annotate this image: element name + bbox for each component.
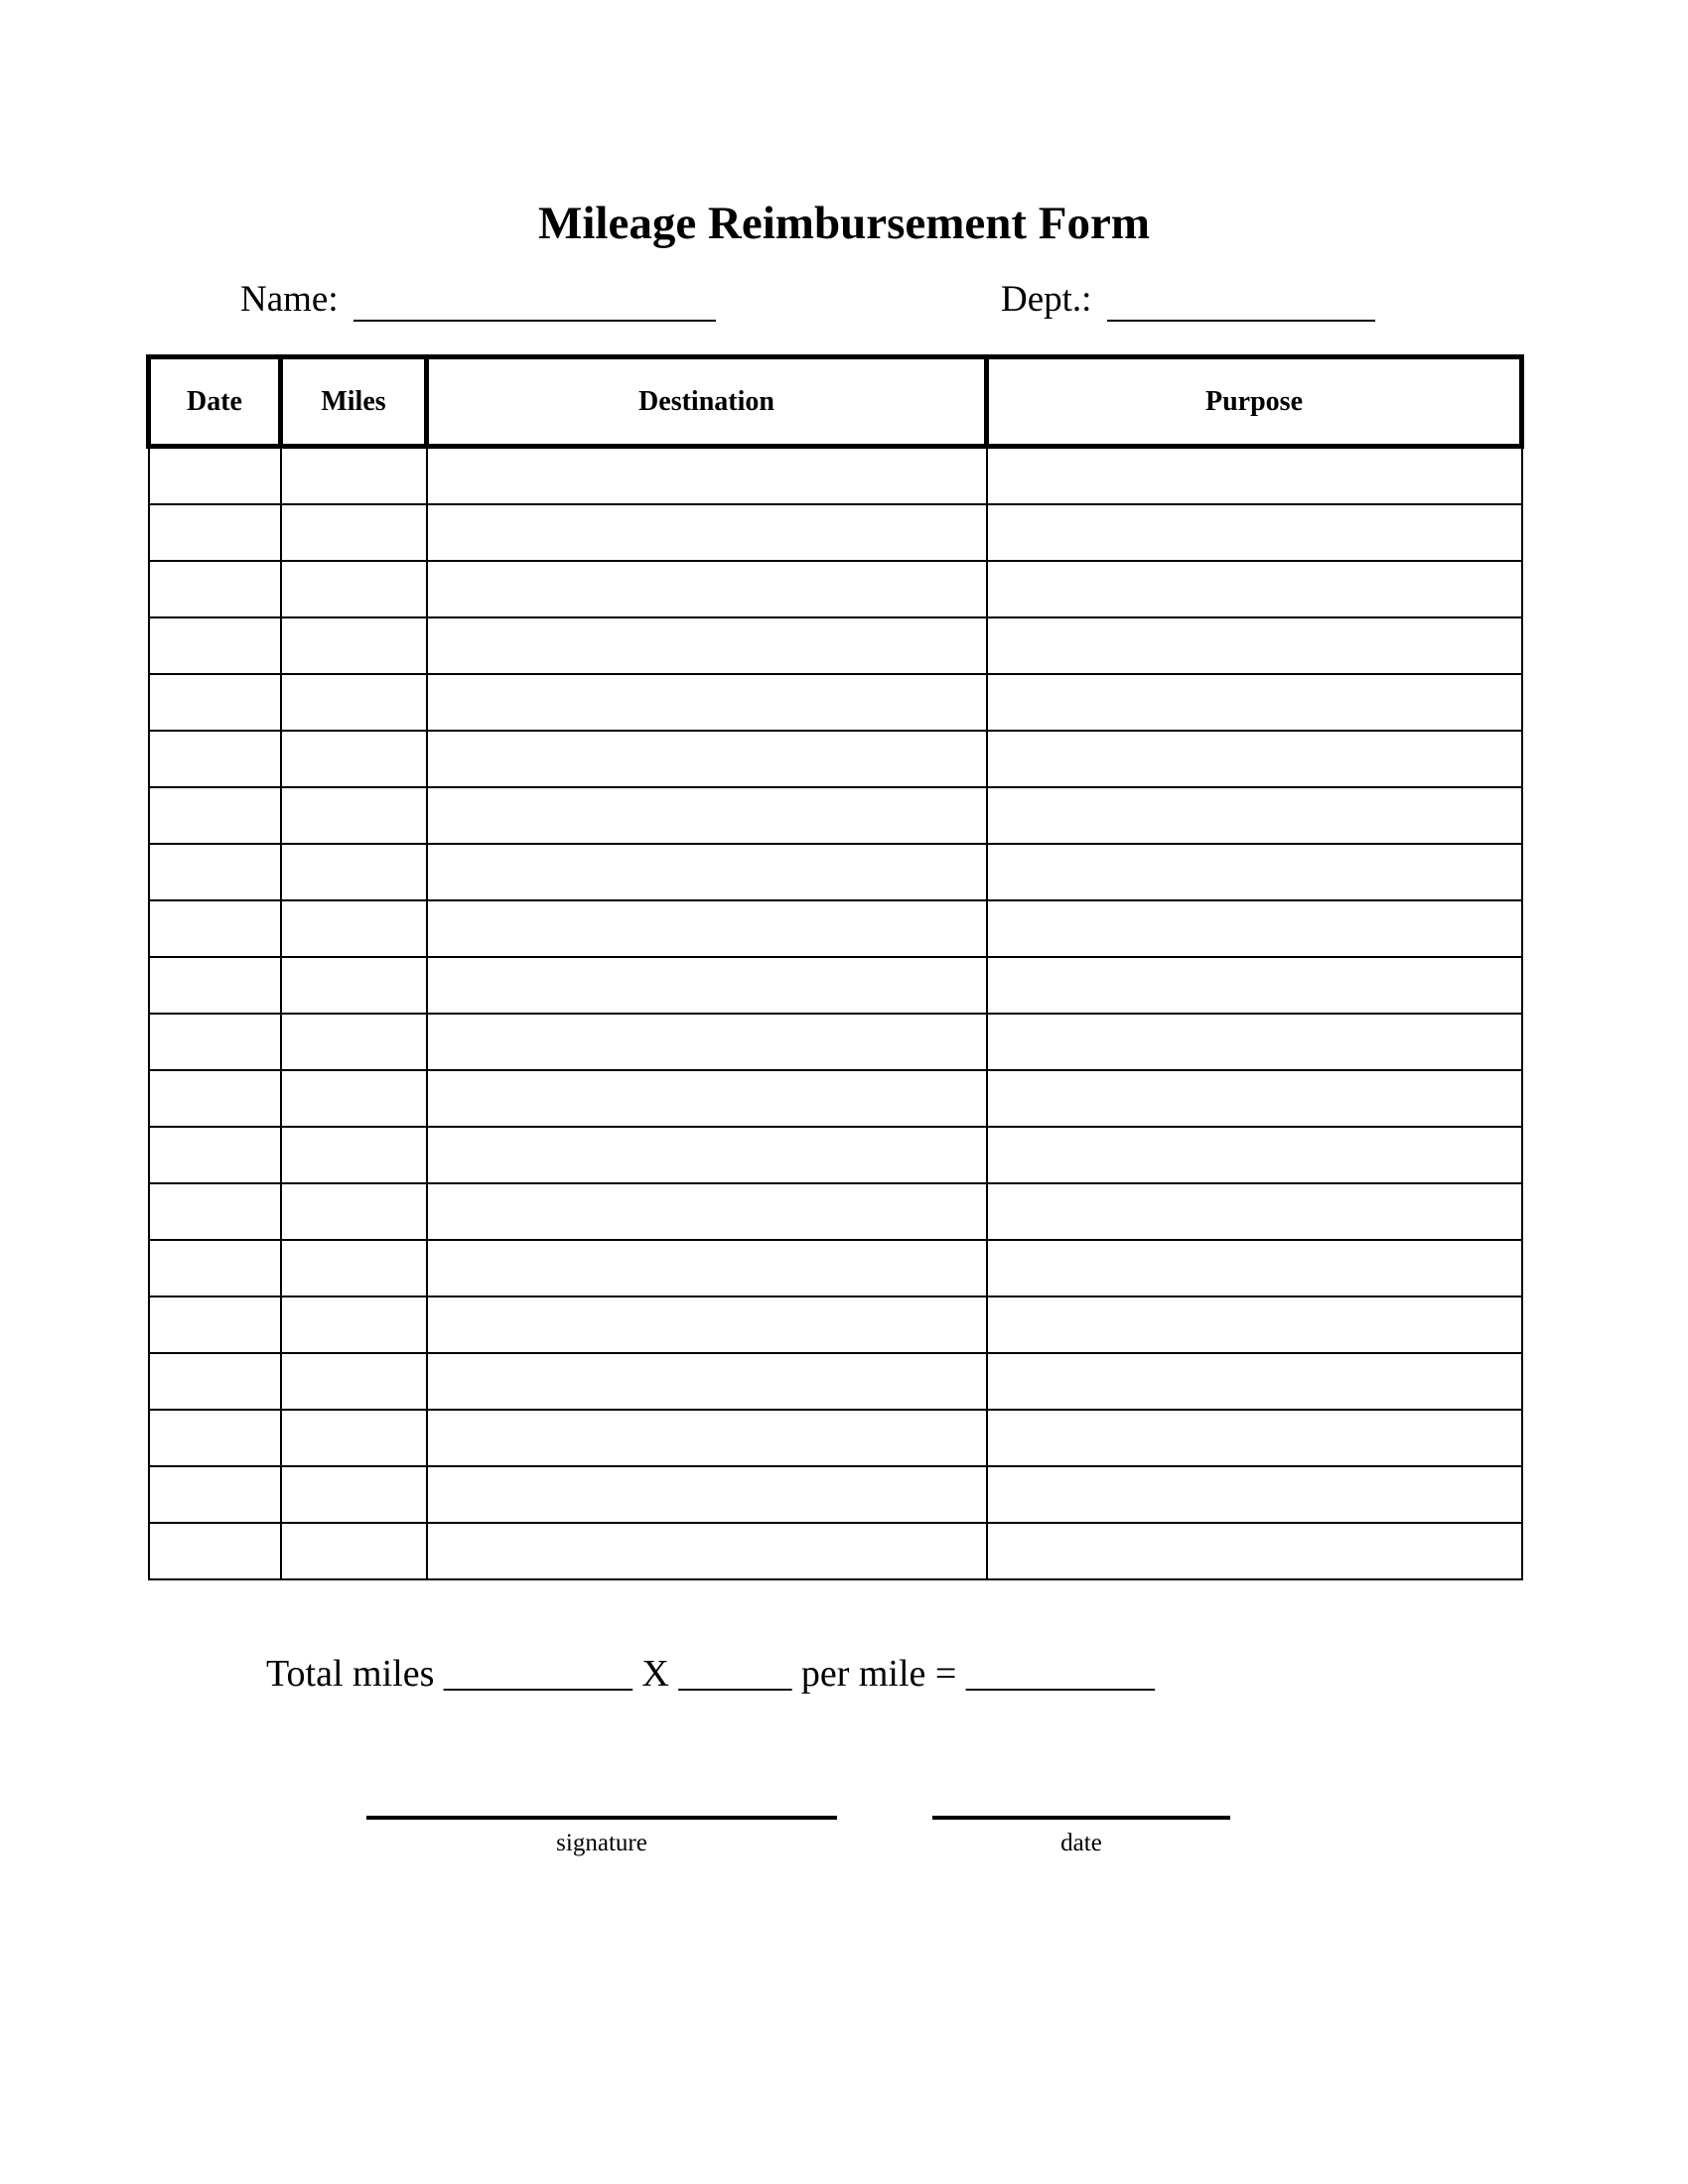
table-row <box>149 1240 1522 1297</box>
destination-cell[interactable] <box>427 787 987 844</box>
miles-cell[interactable] <box>281 1070 427 1127</box>
miles-cell[interactable] <box>281 787 427 844</box>
total-miles-label: Total miles <box>266 1653 435 1695</box>
destination-cell[interactable] <box>427 900 987 957</box>
header-date: Date <box>149 357 281 447</box>
date-cell[interactable] <box>149 1070 281 1127</box>
date-cell[interactable] <box>149 844 281 900</box>
mileage-table <box>146 354 1524 1580</box>
table-row <box>149 1127 1522 1183</box>
signature-date-field[interactable] <box>932 1816 1230 1820</box>
purpose-cell[interactable] <box>987 617 1522 674</box>
purpose-cell[interactable] <box>987 957 1522 1014</box>
signature-field[interactable] <box>366 1816 837 1820</box>
date-cell[interactable] <box>149 1127 281 1183</box>
purpose-cell[interactable] <box>987 1070 1522 1127</box>
date-cell[interactable] <box>149 900 281 957</box>
destination-cell[interactable] <box>427 1240 987 1297</box>
destination-cell[interactable] <box>427 1523 987 1579</box>
total-miles-field[interactable]: __________ <box>443 1653 633 1695</box>
rate-field[interactable]: ______ <box>678 1653 792 1695</box>
purpose-cell[interactable] <box>987 900 1522 957</box>
table-row <box>149 1353 1522 1410</box>
amount-field[interactable]: __________ <box>965 1653 1155 1695</box>
date-cell[interactable] <box>149 1240 281 1297</box>
table-row <box>149 787 1522 844</box>
date-cell[interactable] <box>149 561 281 617</box>
header-purpose: Purpose <box>987 357 1522 447</box>
miles-cell[interactable] <box>281 1183 427 1240</box>
date-cell[interactable] <box>149 731 281 787</box>
destination-cell[interactable] <box>427 1183 987 1240</box>
miles-cell[interactable] <box>281 844 427 900</box>
purpose-cell[interactable] <box>987 674 1522 731</box>
table-row <box>149 1183 1522 1240</box>
table-row <box>149 1410 1522 1466</box>
date-cell[interactable] <box>149 617 281 674</box>
purpose-cell[interactable] <box>987 447 1522 505</box>
purpose-cell[interactable] <box>987 1014 1522 1070</box>
table-row <box>149 731 1522 787</box>
purpose-cell[interactable] <box>987 504 1522 561</box>
miles-cell[interactable] <box>281 1523 427 1579</box>
header-destination: Destination <box>427 357 987 447</box>
signature-label: signature <box>556 1830 647 1856</box>
purpose-cell[interactable] <box>987 1523 1522 1579</box>
dept-label: Dept.: <box>1001 279 1092 320</box>
date-cell[interactable] <box>149 1410 281 1466</box>
table-row <box>149 957 1522 1014</box>
table-row <box>149 447 1522 505</box>
destination-cell[interactable] <box>427 561 987 617</box>
destination-cell[interactable] <box>427 957 987 1014</box>
miles-cell[interactable] <box>281 1466 427 1523</box>
table-row <box>149 1523 1522 1579</box>
purpose-cell[interactable] <box>987 731 1522 787</box>
table-row <box>149 674 1522 731</box>
table-row <box>149 1466 1522 1523</box>
miles-cell[interactable] <box>281 1410 427 1466</box>
miles-cell[interactable] <box>281 674 427 731</box>
purpose-cell[interactable] <box>987 561 1522 617</box>
form-title: Mileage Reimbursement Form <box>537 198 1151 249</box>
miles-cell[interactable] <box>281 900 427 957</box>
date-cell[interactable] <box>149 1297 281 1353</box>
miles-cell[interactable] <box>281 1240 427 1297</box>
destination-cell[interactable] <box>427 1070 987 1127</box>
miles-cell[interactable] <box>281 957 427 1014</box>
date-cell[interactable] <box>149 674 281 731</box>
purpose-cell[interactable] <box>987 1297 1522 1353</box>
date-cell[interactable] <box>149 787 281 844</box>
dept-field[interactable] <box>1107 320 1375 322</box>
date-label: date <box>1060 1830 1102 1856</box>
date-cell[interactable] <box>149 447 281 505</box>
destination-cell[interactable] <box>427 617 987 674</box>
purpose-cell[interactable] <box>987 1127 1522 1183</box>
date-cell[interactable] <box>149 1466 281 1523</box>
miles-cell[interactable] <box>281 731 427 787</box>
destination-cell[interactable] <box>427 1127 987 1183</box>
table-row <box>149 844 1522 900</box>
table-row <box>149 1070 1522 1127</box>
destination-cell[interactable] <box>427 447 987 505</box>
miles-cell[interactable] <box>281 504 427 561</box>
name-field[interactable] <box>353 320 716 322</box>
destination-cell[interactable] <box>427 504 987 561</box>
header-miles: Miles <box>281 357 427 447</box>
purpose-cell[interactable] <box>987 1240 1522 1297</box>
totals-line <box>266 1652 1155 1696</box>
times-label: X <box>641 1653 669 1695</box>
miles-cell[interactable] <box>281 447 427 505</box>
table-row <box>149 561 1522 617</box>
table-row <box>149 1297 1522 1353</box>
destination-cell[interactable] <box>427 1297 987 1353</box>
destination-cell[interactable] <box>427 1410 987 1466</box>
date-cell[interactable] <box>149 1353 281 1410</box>
destination-cell[interactable] <box>427 731 987 787</box>
date-cell[interactable] <box>149 957 281 1014</box>
miles-cell[interactable] <box>281 561 427 617</box>
date-cell[interactable] <box>149 504 281 561</box>
miles-cell[interactable] <box>281 1014 427 1070</box>
date-cell[interactable] <box>149 1014 281 1070</box>
destination-cell[interactable] <box>427 1014 987 1070</box>
date-cell[interactable] <box>149 1183 281 1240</box>
destination-cell[interactable] <box>427 1466 987 1523</box>
purpose-cell[interactable] <box>987 787 1522 844</box>
destination-cell[interactable] <box>427 1353 987 1410</box>
purpose-cell[interactable] <box>987 1353 1522 1410</box>
name-label: Name: <box>240 279 339 320</box>
destination-cell[interactable] <box>427 844 987 900</box>
table-row <box>149 504 1522 561</box>
miles-cell[interactable] <box>281 617 427 674</box>
table-row <box>149 900 1522 957</box>
purpose-cell[interactable] <box>987 1183 1522 1240</box>
table-row <box>149 1014 1522 1070</box>
purpose-cell[interactable] <box>987 844 1522 900</box>
miles-cell[interactable] <box>281 1127 427 1183</box>
table-row <box>149 617 1522 674</box>
miles-cell[interactable] <box>281 1297 427 1353</box>
per-mile-label: per mile = <box>800 1653 957 1695</box>
miles-cell[interactable] <box>281 1353 427 1410</box>
destination-cell[interactable] <box>427 674 987 731</box>
date-cell[interactable] <box>149 1523 281 1579</box>
purpose-cell[interactable] <box>987 1466 1522 1523</box>
purpose-cell[interactable] <box>987 1410 1522 1466</box>
